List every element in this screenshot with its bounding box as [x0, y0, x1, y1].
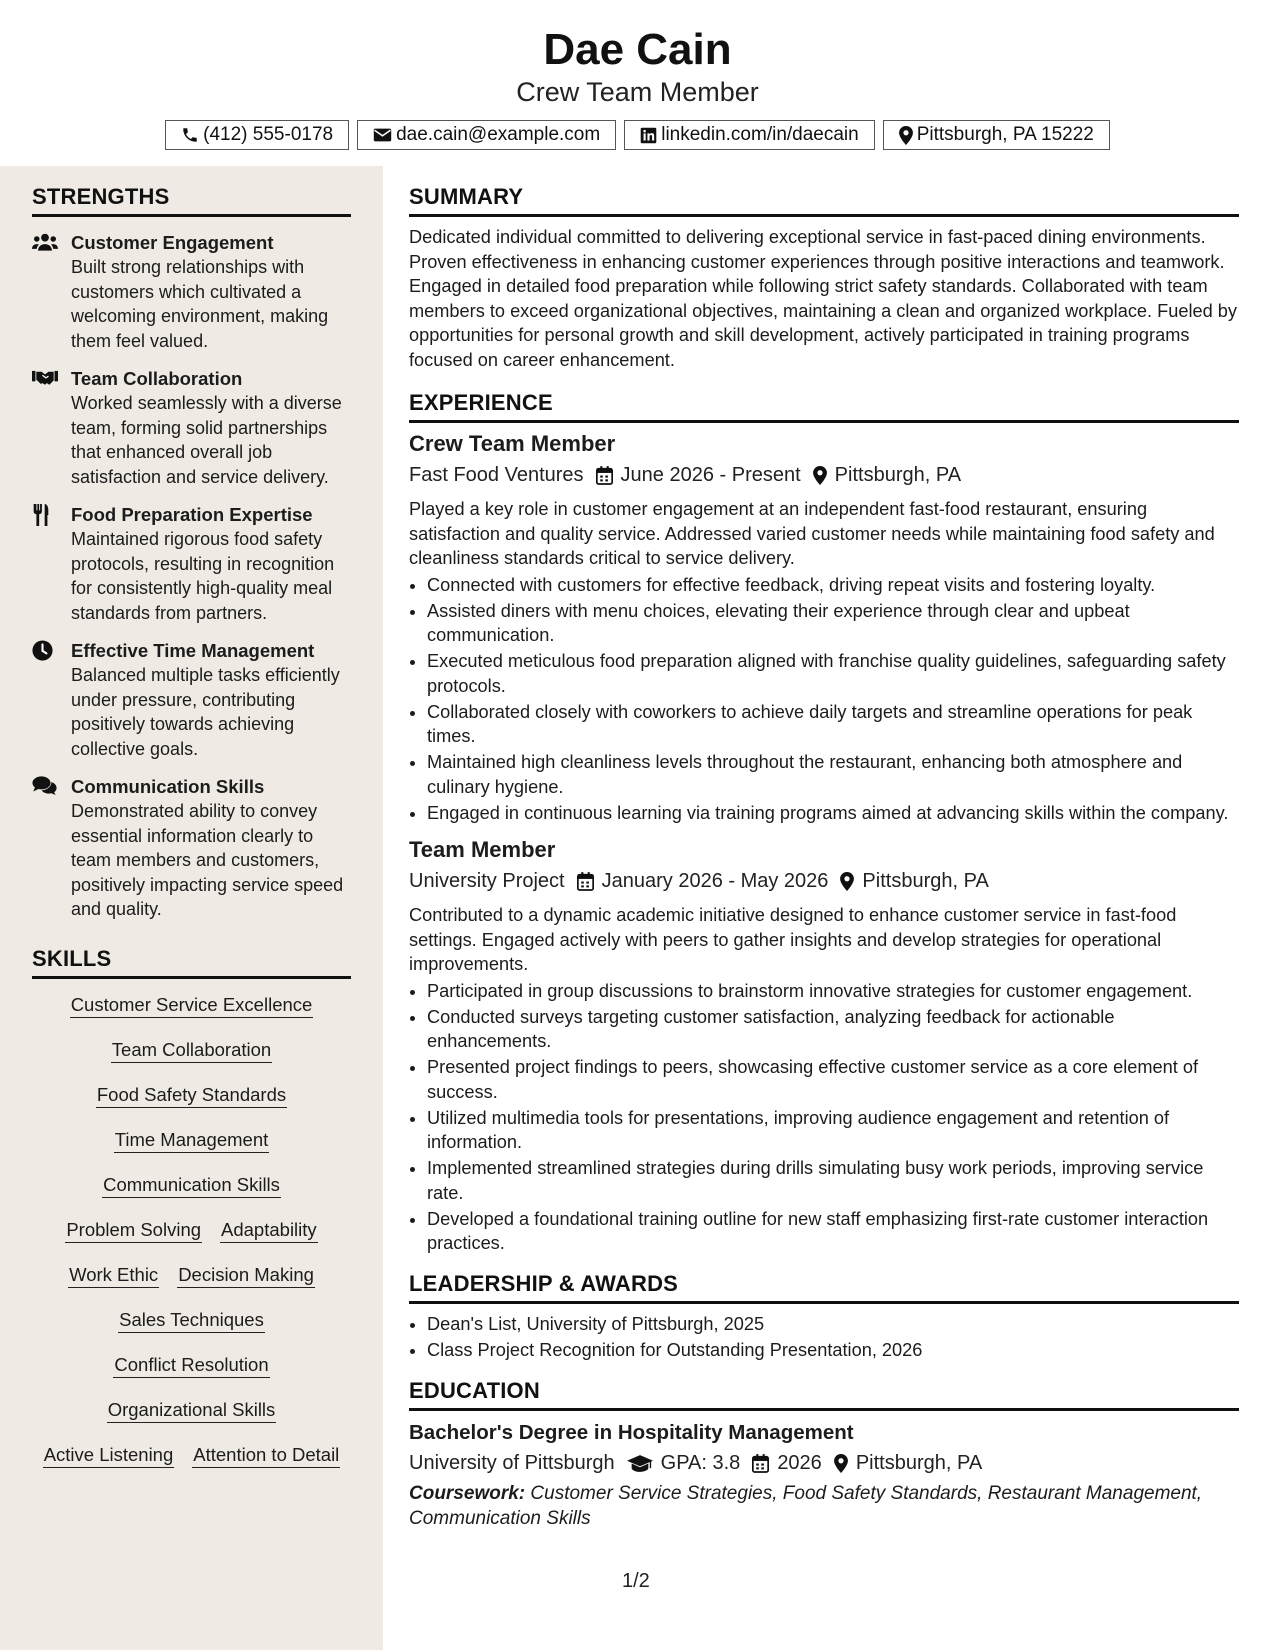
strength-desc: Demonstrated ability to convey essential information clearly to team members and customers, positively impacting service speed and quality.	[71, 801, 344, 919]
sidebar	[0, 166, 383, 1650]
degree-title: Bachelor's Degree in Hospitality Management	[409, 1421, 854, 1444]
users-icon	[32, 232, 58, 252]
job-title: Crew Team Member	[409, 431, 616, 456]
phone-icon	[181, 126, 199, 144]
school-name: University of Pittsburgh	[409, 1452, 615, 1474]
skill-row	[32, 1443, 351, 1488]
job-entry	[409, 835, 1239, 1256]
contact-phone-text: (412) 555-0178	[203, 124, 334, 145]
map-pin-icon	[840, 872, 854, 891]
job-entry	[409, 429, 1239, 825]
clock-icon	[32, 640, 53, 661]
main-content	[409, 166, 1239, 1531]
strength-title: Customer Engagement	[71, 232, 274, 253]
strength-item	[32, 774, 351, 922]
map-pin-icon	[834, 1454, 848, 1473]
skill-tag: Attention to Detail	[192, 1443, 340, 1468]
skills-heading: SKILLS	[32, 922, 351, 979]
skill-tag: Food Safety Standards	[96, 1083, 287, 1108]
skills-list	[32, 993, 351, 1488]
list-item: • Implemented streamlined strategies during drills simulating busy work periods, improving service rate.	[427, 1156, 1239, 1205]
summary-heading: SUMMARY	[409, 166, 1239, 217]
job-description: Contributed to a dynamic academic initiative designed to enhance customer service in fast-food settings. Engaged actively with peers to gather insights and develop strategies for operational improvements.	[409, 905, 1177, 974]
skill-tag: Decision Making	[177, 1263, 315, 1288]
list-item: • Dean's List, University of Pittsburgh, 2025	[427, 1312, 1239, 1337]
strength-desc: Worked seamlessly with a diverse team, forming solid partnerships that enhanced overall job satisfaction and service delivery.	[71, 393, 342, 487]
contact-phone[interactable]	[165, 120, 349, 150]
calendar-icon	[577, 872, 594, 891]
leadership-heading: LEADERSHIP & AWARDS	[409, 1257, 1239, 1304]
envelope-icon	[373, 127, 392, 143]
skill-row	[32, 1038, 351, 1083]
candidate-name: Dae Cain	[543, 25, 732, 74]
resume-header	[0, 0, 1275, 150]
list-item: • Collaborated closely with coworkers to achieve daily targets and streamline operations for peak times.	[427, 700, 1239, 749]
map-pin-icon	[813, 466, 827, 485]
gpa-value: GPA: 3.8	[660, 1452, 741, 1474]
utensils-icon	[32, 504, 50, 526]
strength-title: Team Collaboration	[71, 368, 243, 389]
skill-tag: Customer Service Excellence	[70, 993, 314, 1018]
calendar-icon	[596, 466, 613, 485]
experience-heading: EXPERIENCE	[409, 372, 1239, 423]
job-bullets	[409, 573, 1239, 826]
coursework-label: Coursework:	[409, 1483, 526, 1504]
strength-item	[32, 638, 351, 761]
skill-row	[32, 993, 351, 1038]
list-item: • Maintained high cleanliness levels throughout the restaurant, enhancing both atmosphere and culinary hygiene.	[427, 750, 1239, 799]
list-item: • Conducted surveys targeting customer satisfaction, analyzing feedback for actionable enhancements.	[427, 1005, 1239, 1054]
skill-tag: Adaptability	[220, 1218, 318, 1243]
contact-linkedin-text: linkedin.com/in/daecain	[661, 124, 859, 145]
calendar-icon	[752, 1454, 769, 1473]
job-location: Pittsburgh, PA	[834, 464, 962, 486]
job-meta	[409, 866, 1239, 896]
strength-title: Effective Time Management	[71, 640, 315, 661]
contact-linkedin[interactable]	[624, 120, 875, 150]
candidate-title: Crew Team Member	[516, 77, 759, 107]
graduation-year: 2026	[777, 1452, 822, 1474]
skill-row	[32, 1173, 351, 1218]
strength-desc: Balanced multiple tasks efficiently under pressure, contributing positively towards achieving collective goals.	[71, 665, 340, 759]
job-description: Played a key role in customer engagement at an independent fast-food restaurant, ensuring satisfaction and quality service. Addressed varied customer needs while maintaining food safety and cleanliness standards critical to service delivery.	[409, 499, 1215, 568]
skill-tag: Time Management	[114, 1128, 270, 1153]
list-item: • Presented project findings to peers, showcasing effective customer service as a core element of success.	[427, 1055, 1239, 1104]
skill-tag: Communication Skills	[102, 1173, 281, 1198]
strength-title: Food Preparation Expertise	[71, 504, 313, 525]
skill-row	[32, 1218, 351, 1263]
job-title: Team Member	[409, 837, 556, 862]
education-meta	[409, 1448, 1239, 1478]
list-item: • Utilized multimedia tools for presentations, improving audience engagement and retention of information.	[427, 1106, 1239, 1155]
strength-desc: Built strong relationships with customers which cultivated a welcoming environment, making them feel valued.	[71, 257, 329, 351]
education-entry	[409, 1419, 1239, 1531]
skill-row	[32, 1353, 351, 1398]
job-location: Pittsburgh, PA	[862, 870, 989, 892]
skill-tag: Organizational Skills	[107, 1398, 277, 1423]
skill-row	[32, 1308, 351, 1353]
list-item: • Connected with customers for effective feedback, driving repeat visits and fostering loyalty.	[427, 573, 1239, 598]
job-bullets	[409, 979, 1239, 1256]
skill-tag: Active Listening	[43, 1443, 175, 1468]
job-dates: June 2026 - Present	[620, 464, 801, 486]
skill-tag: Team Collaboration	[111, 1038, 272, 1063]
list-item: • Developed a foundational training outline for new staff emphasizing first-rate customer interaction practices.	[427, 1207, 1239, 1256]
handshake-icon	[32, 368, 58, 386]
summary-text: Dedicated individual committed to delivering exceptional service in fast-paced dining environments. Proven effectiveness in enhancing customer experiences through positive interactions and teamwork. Engaged in detailed food preparation while following strict safety standards. Collaborated with team members to exceed organizational objectives, maintaining a clean and organized workplace. Fueled by opportunities for personal growth and skill development, actively participated in training programs focused on career enhancement.	[409, 227, 1238, 370]
strength-item	[32, 230, 351, 353]
coursework	[409, 1482, 1239, 1531]
list-item: • Engaged in continuous learning via training programs aimed at advancing skills within the company.	[427, 801, 1239, 826]
job-dates: January 2026 - May 2026	[601, 870, 829, 892]
contact-email[interactable]	[357, 120, 616, 150]
skill-tag: Problem Solving	[65, 1218, 202, 1243]
skill-row	[32, 1263, 351, 1308]
contact-location-text: Pittsburgh, PA 15222	[916, 124, 1094, 145]
skill-tag: Sales Techniques	[118, 1308, 265, 1333]
skill-row	[32, 1128, 351, 1173]
strengths-heading: STRENGTHS	[32, 166, 351, 217]
graduation-cap-icon	[627, 1454, 653, 1473]
contact-location[interactable]	[883, 120, 1110, 150]
comments-icon	[32, 776, 57, 795]
strength-item	[32, 502, 351, 625]
contact-bar	[0, 120, 1275, 150]
education-heading: EDUCATION	[409, 1364, 1239, 1411]
job-meta	[409, 460, 1239, 490]
school-location: Pittsburgh, PA	[855, 1452, 983, 1474]
job-company: University Project	[409, 870, 565, 892]
coursework-list: Customer Service Strategies, Food Safety Standards, Restaurant Management, Communication Skills	[409, 1483, 1203, 1529]
leadership-list	[409, 1312, 1239, 1363]
page-number: 1/2	[622, 1570, 650, 1592]
contact-email-text: dae.cain@example.com	[396, 124, 601, 145]
skill-row	[32, 1083, 351, 1128]
list-item: • Class Project Recognition for Outstanding Presentation, 2026	[427, 1338, 1239, 1363]
map-pin-icon	[899, 126, 913, 145]
list-item: • Participated in group discussions to brainstorm innovative strategies for customer engagement.	[427, 979, 1239, 1004]
job-company: Fast Food Ventures	[409, 464, 584, 486]
strength-desc: Maintained rigorous food safety protocols, resulting in recognition for consistently high-quality meal standards from partners.	[71, 529, 335, 623]
linkedin-icon	[640, 127, 657, 144]
list-item: • Assisted diners with menu choices, elevating their experience through clear and upbeat communication.	[427, 599, 1239, 648]
strength-title: Communication Skills	[71, 776, 265, 797]
skill-tag: Conflict Resolution	[113, 1353, 269, 1378]
list-item: • Executed meticulous food preparation aligned with franchise quality guidelines, safeguarding safety protocols.	[427, 649, 1239, 698]
skill-tag: Work Ethic	[68, 1263, 159, 1288]
strength-item	[32, 366, 351, 489]
skill-row	[32, 1398, 351, 1443]
